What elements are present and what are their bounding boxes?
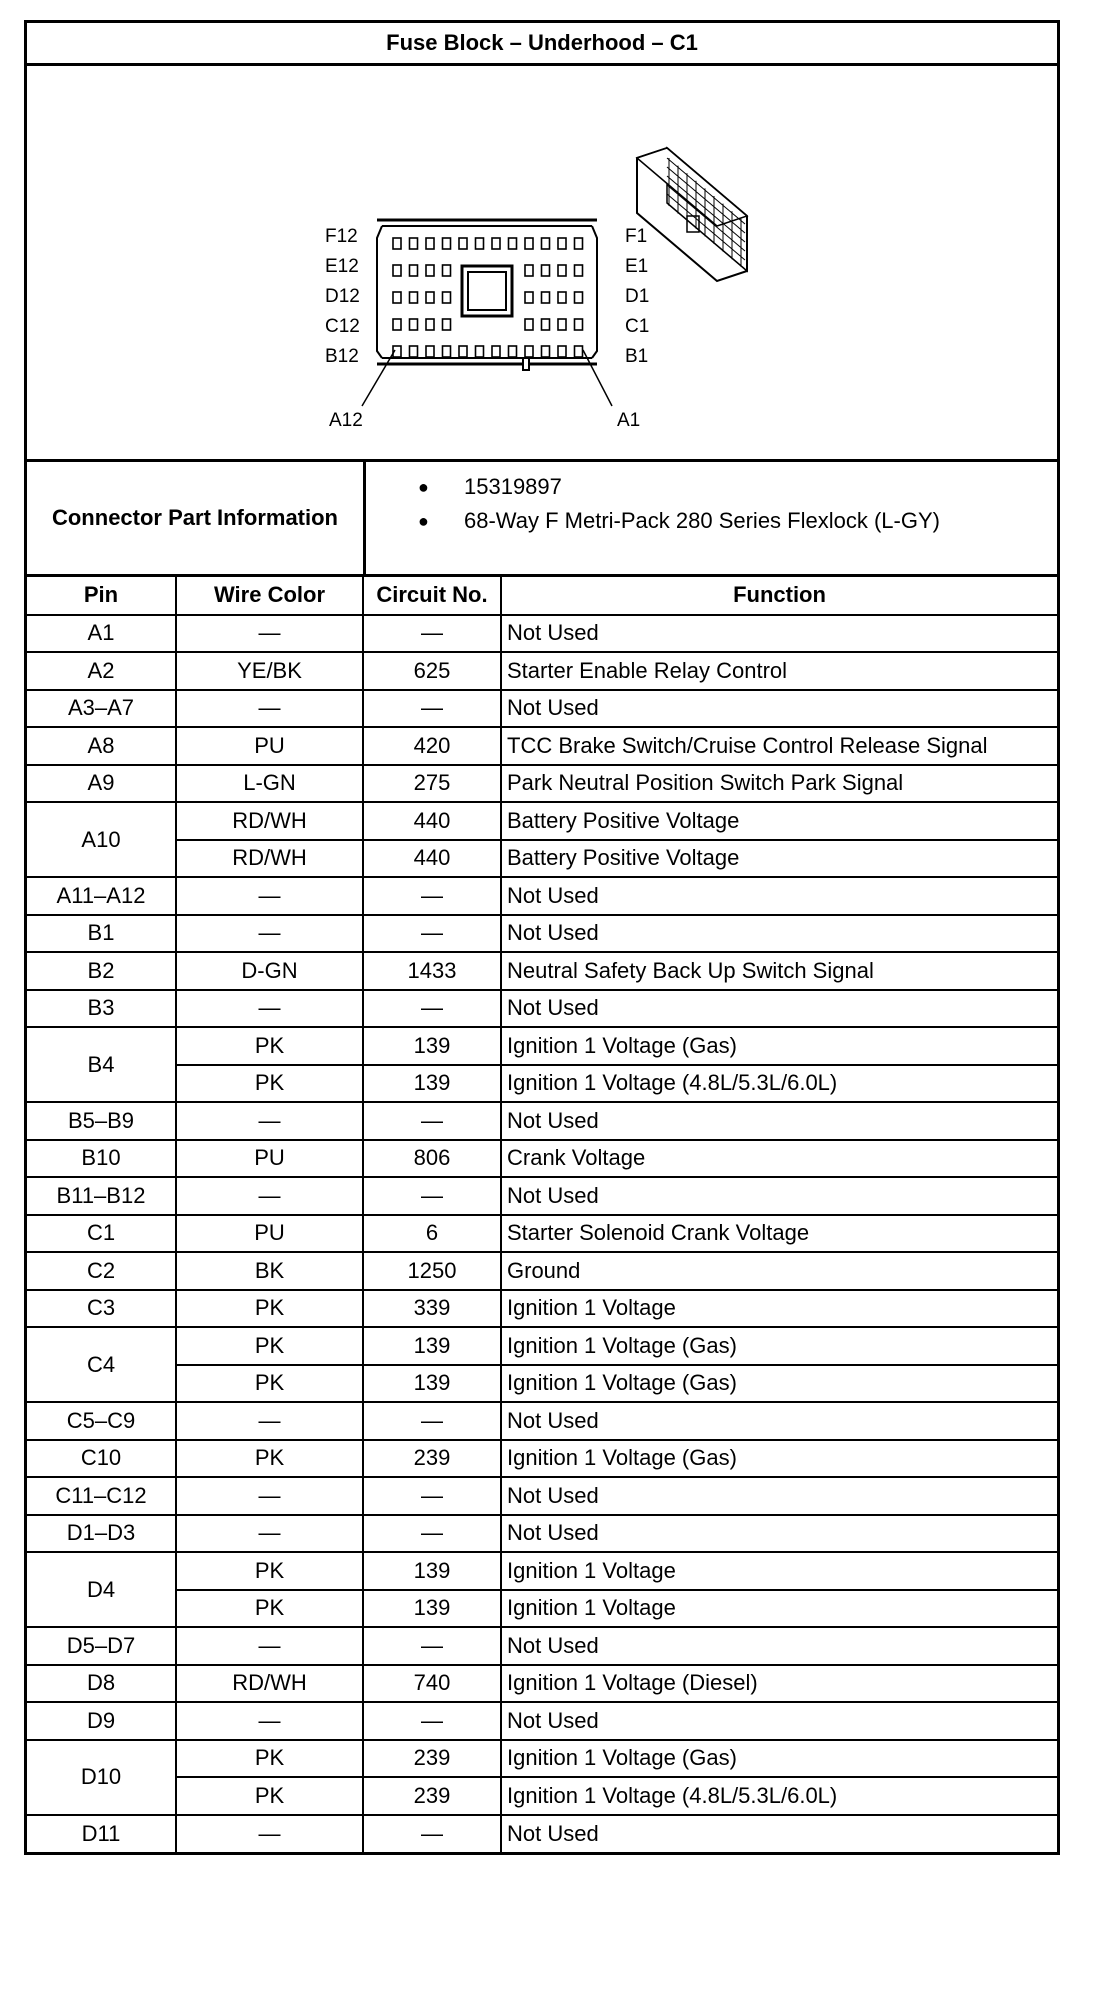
table-row	[27, 840, 1057, 878]
pin-cavity	[393, 238, 401, 249]
pin-cavity	[542, 265, 550, 276]
pin-cell: A1	[27, 615, 176, 653]
pin-cavity	[426, 292, 434, 303]
pin-cell: A2	[27, 652, 176, 690]
table-row	[27, 1590, 1057, 1628]
circuit-cell: —	[363, 690, 501, 728]
function-cell: Ignition 1 Voltage (4.8L/5.3L/6.0L)	[501, 1065, 1057, 1103]
wire-color-cell: —	[176, 1102, 363, 1140]
table-row	[27, 915, 1057, 953]
circuit-cell: —	[363, 1627, 501, 1665]
pin-cavity	[575, 238, 583, 249]
sheet-title: Fuse Block – Underhood – C1	[27, 23, 1057, 66]
wire-color-cell: —	[176, 1477, 363, 1515]
connector-info-label: Connector Part Information	[27, 462, 366, 574]
function-cell: Ignition 1 Voltage (Gas)	[501, 1365, 1057, 1403]
wire-color-cell: PK	[176, 1327, 363, 1365]
connector-info-row	[27, 462, 1057, 577]
circuit-cell: —	[363, 990, 501, 1028]
function-cell: Ignition 1 Voltage (Gas)	[501, 1027, 1057, 1065]
pin-cavity	[525, 319, 533, 330]
pinout-table	[27, 577, 1057, 1852]
function-cell: Neutral Safety Back Up Switch Signal	[501, 952, 1057, 990]
circuit-cell: —	[363, 1477, 501, 1515]
circuit-cell: —	[363, 877, 501, 915]
function-cell: Ignition 1 Voltage	[501, 1290, 1057, 1328]
pin-cell: C11–C12	[27, 1477, 176, 1515]
table-row	[27, 1627, 1057, 1665]
wire-color-cell: BK	[176, 1252, 363, 1290]
pin-cavity	[443, 265, 451, 276]
wire-color-cell: PU	[176, 1140, 363, 1178]
table-row	[27, 1027, 1057, 1065]
circuit-cell: 139	[363, 1327, 501, 1365]
circuit-cell: 625	[363, 652, 501, 690]
pin-cell: D9	[27, 1702, 176, 1740]
circuit-cell: 239	[363, 1440, 501, 1478]
wire-color-cell: PU	[176, 727, 363, 765]
label-e1: E1	[625, 256, 649, 277]
pin-cavity	[575, 346, 583, 357]
pin-cell: C4	[27, 1327, 176, 1402]
wire-color-cell: —	[176, 615, 363, 653]
bullet-icon: ●	[418, 476, 429, 497]
label-f12: F12	[325, 226, 358, 247]
connector-info-list	[366, 462, 1057, 574]
function-cell: Ignition 1 Voltage (Gas)	[501, 1440, 1057, 1478]
circuit-cell: —	[363, 1102, 501, 1140]
wire-color-cell: —	[176, 990, 363, 1028]
table-row	[27, 1552, 1057, 1590]
function-cell: Ignition 1 Voltage (Gas)	[501, 1740, 1057, 1778]
pin-cell: A9	[27, 765, 176, 803]
wire-color-cell: —	[176, 690, 363, 728]
circuit-cell: 1250	[363, 1252, 501, 1290]
circuit-cell: 1433	[363, 952, 501, 990]
table-row	[27, 1402, 1057, 1440]
pin-cavity	[558, 238, 566, 249]
table-row	[27, 1327, 1057, 1365]
table-body	[27, 615, 1057, 1853]
part-number: 15319897	[464, 474, 562, 499]
pin-cavity	[558, 265, 566, 276]
table-row	[27, 1440, 1057, 1478]
wire-color-cell: PK	[176, 1552, 363, 1590]
table-row	[27, 1665, 1057, 1703]
wire-color-cell: PK	[176, 1777, 363, 1815]
pin-grid	[393, 238, 583, 357]
function-cell: Battery Positive Voltage	[501, 840, 1057, 878]
pin-cavity	[525, 292, 533, 303]
table-row	[27, 1140, 1057, 1178]
pin-cavity	[459, 346, 467, 357]
connector-isometric-illustration	[637, 148, 747, 281]
function-cell: Not Used	[501, 990, 1057, 1028]
wire-color-cell: RD/WH	[176, 1665, 363, 1703]
table-row	[27, 1065, 1057, 1103]
function-cell: Not Used	[501, 690, 1057, 728]
circuit-cell: 139	[363, 1590, 501, 1628]
table-row	[27, 877, 1057, 915]
pin-cavity	[443, 238, 451, 249]
function-cell: Ignition 1 Voltage (4.8L/5.3L/6.0L)	[501, 1777, 1057, 1815]
table-row	[27, 1515, 1057, 1553]
wire-color-cell: D-GN	[176, 952, 363, 990]
table-row	[27, 1740, 1057, 1778]
table-row	[27, 952, 1057, 990]
pin-cell: D10	[27, 1740, 176, 1815]
pin-cell: B2	[27, 952, 176, 990]
pin-cell: C1	[27, 1215, 176, 1253]
function-cell: Starter Solenoid Crank Voltage	[501, 1215, 1057, 1253]
circuit-cell: 6	[363, 1215, 501, 1253]
label-b1: B1	[625, 346, 649, 367]
pin-cavity	[575, 292, 583, 303]
circuit-cell: —	[363, 1815, 501, 1853]
table-row	[27, 1252, 1057, 1290]
circuit-cell: —	[363, 1702, 501, 1740]
pin-cell: B4	[27, 1027, 176, 1102]
wire-color-cell: —	[176, 877, 363, 915]
pin-cavity	[393, 292, 401, 303]
pin-cavity	[410, 238, 418, 249]
wire-color-cell: RD/WH	[176, 802, 363, 840]
circuit-cell: 740	[363, 1665, 501, 1703]
pin-cavity	[410, 346, 418, 357]
function-cell: Ground	[501, 1252, 1057, 1290]
table-header-row	[27, 577, 1057, 615]
pin-cavity	[525, 265, 533, 276]
wire-color-cell: RD/WH	[176, 840, 363, 878]
function-cell: Not Used	[501, 1515, 1057, 1553]
wire-color-cell: —	[176, 1815, 363, 1853]
pin-cell: A8	[27, 727, 176, 765]
wire-color-cell: PK	[176, 1290, 363, 1328]
wire-color-cell: PK	[176, 1590, 363, 1628]
label-c1: C1	[625, 316, 650, 337]
wire-color-cell: PU	[176, 1215, 363, 1253]
circuit-cell: 139	[363, 1065, 501, 1103]
table-row	[27, 802, 1057, 840]
function-cell: Crank Voltage	[501, 1140, 1057, 1178]
header-wire-color: Wire Color	[176, 577, 363, 615]
wire-color-cell: PK	[176, 1740, 363, 1778]
wire-color-cell: —	[176, 1702, 363, 1740]
pin-cavity	[426, 265, 434, 276]
table-row	[27, 727, 1057, 765]
label-c12: C12	[325, 316, 360, 337]
wire-color-cell: —	[176, 1402, 363, 1440]
pin-cell: B5–B9	[27, 1102, 176, 1140]
pin-cavity	[558, 292, 566, 303]
wire-color-cell: —	[176, 1177, 363, 1215]
pin-cavity	[542, 238, 550, 249]
function-cell: Ignition 1 Voltage	[501, 1590, 1057, 1628]
pin-cavity	[525, 346, 533, 357]
pin-cell: A10	[27, 802, 176, 877]
function-cell: Not Used	[501, 615, 1057, 653]
table-row	[27, 1702, 1057, 1740]
function-cell: Not Used	[501, 877, 1057, 915]
pin-cavity	[575, 319, 583, 330]
circuit-cell: 239	[363, 1777, 501, 1815]
function-cell: Ignition 1 Voltage (Diesel)	[501, 1665, 1057, 1703]
table-row	[27, 1477, 1057, 1515]
circuit-cell: 440	[363, 840, 501, 878]
function-cell: Not Used	[501, 1815, 1057, 1853]
wire-color-cell: YE/BK	[176, 652, 363, 690]
table-row	[27, 1815, 1057, 1853]
circuit-cell: 139	[363, 1027, 501, 1065]
table-row	[27, 1102, 1057, 1140]
function-cell: Not Used	[501, 1402, 1057, 1440]
header-pin: Pin	[27, 577, 176, 615]
circuit-cell: 420	[363, 727, 501, 765]
circuit-cell: 339	[363, 1290, 501, 1328]
pin-cavity	[492, 238, 500, 249]
circuit-cell: 139	[363, 1365, 501, 1403]
wire-color-cell: —	[176, 1627, 363, 1665]
function-cell: Not Used	[501, 1702, 1057, 1740]
header-function: Function	[501, 577, 1057, 615]
pin-cavity	[410, 265, 418, 276]
pin-cavity	[426, 238, 434, 249]
circuit-cell: —	[363, 1515, 501, 1553]
pin-cell: C3	[27, 1290, 176, 1328]
table-row	[27, 765, 1057, 803]
table-row	[27, 1365, 1057, 1403]
pin-cavity	[476, 346, 484, 357]
wire-color-cell: PK	[176, 1027, 363, 1065]
circuit-cell: 440	[363, 802, 501, 840]
label-a1: A1	[617, 410, 641, 431]
function-cell: Not Used	[501, 1477, 1057, 1515]
label-f1: F1	[625, 226, 648, 247]
pin-cavity	[542, 346, 550, 357]
connector-sheet	[24, 20, 1060, 1855]
function-cell: Starter Enable Relay Control	[501, 652, 1057, 690]
wire-color-cell: —	[176, 1515, 363, 1553]
table-row	[27, 1215, 1057, 1253]
label-d1: D1	[625, 286, 650, 307]
circuit-cell: 139	[363, 1552, 501, 1590]
connector-diagram	[27, 66, 1057, 462]
pin-cavity	[393, 319, 401, 330]
wire-color-cell: PK	[176, 1365, 363, 1403]
table-row	[27, 1290, 1057, 1328]
function-cell: Not Used	[501, 915, 1057, 953]
circuit-cell: 275	[363, 765, 501, 803]
pin-cavity	[426, 346, 434, 357]
pin-cavity	[443, 319, 451, 330]
pin-cavity	[509, 346, 517, 357]
circuit-cell: —	[363, 615, 501, 653]
function-cell: Not Used	[501, 1627, 1057, 1665]
pin-cavity	[509, 238, 517, 249]
pin-cell: A11–A12	[27, 877, 176, 915]
pin-cavity	[443, 292, 451, 303]
label-d12: D12	[325, 286, 360, 307]
pin-cavity	[459, 238, 467, 249]
connector-face-svg	[27, 66, 1057, 459]
pin-cavity	[558, 319, 566, 330]
table-row	[27, 1777, 1057, 1815]
pin-cavity	[558, 346, 566, 357]
pin-cell: D11	[27, 1815, 176, 1853]
pin-cavity	[410, 319, 418, 330]
circuit-cell: 239	[363, 1740, 501, 1778]
pin-cell: D8	[27, 1665, 176, 1703]
table-row	[27, 1177, 1057, 1215]
table-row	[27, 615, 1057, 653]
label-a12: A12	[329, 410, 363, 431]
pin-cell: C2	[27, 1252, 176, 1290]
header-circuit: Circuit No.	[363, 577, 501, 615]
pin-cell: C5–C9	[27, 1402, 176, 1440]
pin-cell: B10	[27, 1140, 176, 1178]
pin-cavity	[525, 238, 533, 249]
wire-color-cell: PK	[176, 1065, 363, 1103]
pin-cavity	[410, 292, 418, 303]
pin-cell: B11–B12	[27, 1177, 176, 1215]
circuit-cell: —	[363, 915, 501, 953]
wire-color-cell: —	[176, 915, 363, 953]
info-item	[418, 470, 1057, 504]
wire-color-cell: PK	[176, 1440, 363, 1478]
pin-cavity	[542, 319, 550, 330]
circuit-cell: 806	[363, 1140, 501, 1178]
function-cell: Not Used	[501, 1102, 1057, 1140]
pin-cell: D4	[27, 1552, 176, 1627]
info-item	[418, 504, 1057, 538]
function-cell: Not Used	[501, 1177, 1057, 1215]
table-row	[27, 652, 1057, 690]
circuit-cell: —	[363, 1402, 501, 1440]
pin-cavity	[443, 346, 451, 357]
circuit-cell: —	[363, 1177, 501, 1215]
pin-cavity	[426, 319, 434, 330]
pin-cell: A3–A7	[27, 690, 176, 728]
function-cell: Ignition 1 Voltage (Gas)	[501, 1327, 1057, 1365]
pin-cavity	[393, 265, 401, 276]
function-cell: Park Neutral Position Switch Park Signal	[501, 765, 1057, 803]
pin-cell: D1–D3	[27, 1515, 176, 1553]
bullet-icon: ●	[418, 510, 429, 531]
pin-cavity	[542, 292, 550, 303]
pin-cell: B3	[27, 990, 176, 1028]
function-cell: Ignition 1 Voltage	[501, 1552, 1057, 1590]
pin-cell: B1	[27, 915, 176, 953]
function-cell: Battery Positive Voltage	[501, 802, 1057, 840]
pin-cell: C10	[27, 1440, 176, 1478]
pin-cavity	[492, 346, 500, 357]
pin-cavity	[575, 265, 583, 276]
connector-description: 68-Way F Metri-Pack 280 Series Flexlock (L-GY)	[464, 508, 940, 533]
label-e12: E12	[325, 256, 359, 277]
wire-color-cell: L-GN	[176, 765, 363, 803]
function-cell: TCC Brake Switch/Cruise Control Release Signal	[501, 727, 1057, 765]
table-row	[27, 690, 1057, 728]
label-b12: B12	[325, 346, 359, 367]
table-row	[27, 990, 1057, 1028]
pin-cell: D5–D7	[27, 1627, 176, 1665]
pin-cavity	[476, 238, 484, 249]
